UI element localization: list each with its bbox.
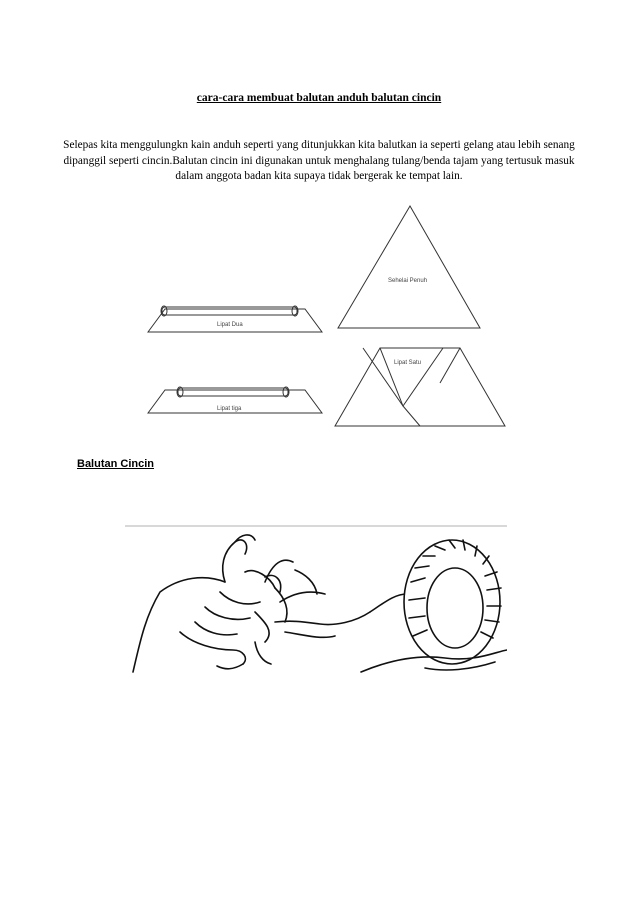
label-single: Lipat Satu	[394, 360, 422, 366]
bandage-folds-figure	[140, 198, 510, 433]
label-triple: Lipat tiga	[217, 406, 242, 412]
double-fold-shape	[148, 309, 322, 332]
label-full: Sehelai Penuh	[388, 278, 428, 284]
full-triangle-shape	[338, 206, 480, 328]
hands-illustration	[133, 535, 407, 672]
document-title: cara-cara membuat balutan anduh balutan cincin	[196, 92, 442, 104]
ring-bandage-figure	[125, 522, 507, 678]
body-paragraph: Selepas kita menggulungkn kain anduh seperti yang ditunjukkan kita balutkan ia seperti gelang atau lebih senang dipanggil seperti cincin.Balutan cincin ini digunakan untuk menghalang tulang/benda tajam yang tertusuk masuk dalam anggota badan kita supaya tidak bergerak ke tempat lain.	[63, 139, 575, 183]
ring-bandage-illustration	[361, 540, 507, 672]
section-heading: Balutan Cincin	[77, 458, 155, 470]
label-double: Lipat Dua	[217, 322, 243, 328]
